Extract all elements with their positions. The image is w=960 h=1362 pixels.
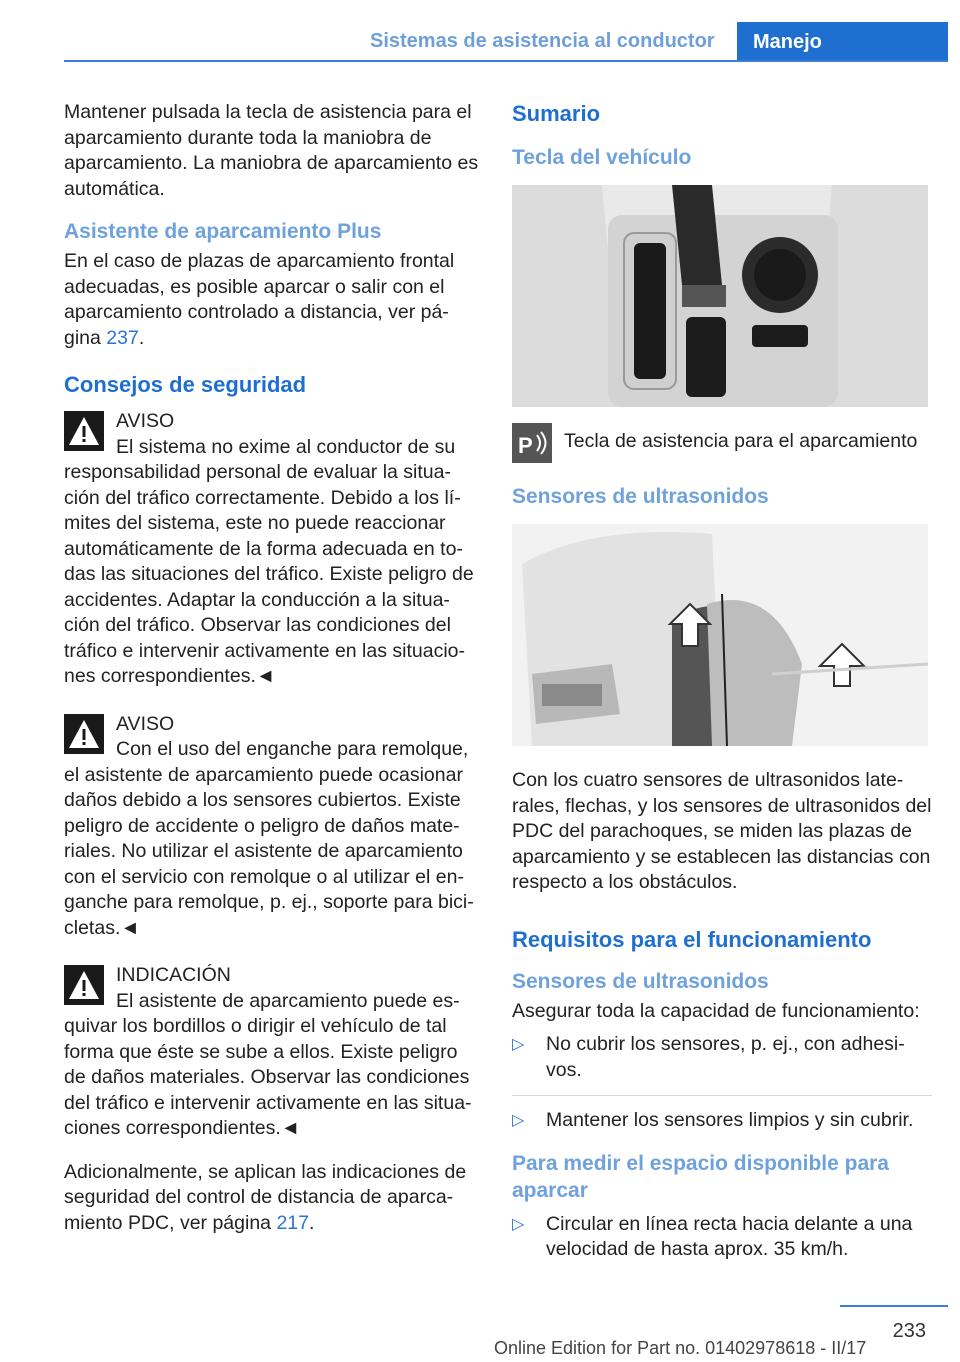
heading-vehicle-key: Tecla del vehículo — [512, 146, 692, 169]
intro-paragraph: Mantener pulsada la tecla de asistencia para el aparcamiento durante toda la maniobra de aparcamiento. La maniobra de aparcamiento es automática. — [64, 101, 479, 200]
list-item: ▷ No cubrir los sensores, p. ej., con adhesi-vos. — [512, 1032, 932, 1083]
heading-parking-plus: Asistente de aparcamiento Plus — [64, 220, 382, 243]
heading-requirements: Requisitos para el funcionamiento — [512, 926, 872, 952]
page-number: 233 — [892, 1320, 926, 1342]
header-tab: Manejo — [737, 22, 948, 62]
heading-measure-space: Para medir el espacio disponible para aparcar — [512, 1151, 889, 1202]
warning-triangle-icon — [64, 714, 104, 754]
car-sensors-image — [512, 524, 928, 746]
divider — [512, 1095, 932, 1096]
caption-text: Tecla de asistencia para el aparcamiento — [564, 430, 918, 452]
warning-3-text: El asistente de aparcamiento puede es-quivar los bordillos o dirigir el vehículo de tal forma que éste se sube a ellos. Existe peligro de daños materiales. Observar las condiciones del tráfico e intervenir activamente en las situa-ciones correspondientes.◄ — [64, 989, 472, 1139]
warning-2 — [64, 712, 482, 942]
warning-3-title: INDICACIÓN — [116, 964, 231, 986]
warning-triangle-icon — [64, 965, 104, 1005]
footer-edition: Online Edition for Part no. 01402978618 - II/17 — [494, 1338, 867, 1358]
bullet-arrow-icon: ▷ — [512, 1112, 525, 1129]
sensors-paragraph: Con los cuatro sensores de ultrasonidos late-rales, flechas, y los sensores de ultrasonidos del PDC del parachoques, se miden las plazas de aparcamiento y se establecen las distancias con respecto a los obstáculos. — [512, 769, 932, 893]
warning-3 — [64, 963, 482, 1142]
page-link-237[interactable]: 237 — [106, 326, 139, 349]
left-column — [64, 100, 482, 1250]
parking-assistant-icon — [512, 423, 552, 463]
header-rule — [64, 60, 948, 62]
page-link-217[interactable]: 217 — [276, 1211, 309, 1234]
parking-plus-paragraph: En el caso de plazas de aparcamiento frontal adecuadas, es posible aparcar o salir con el aparcamiento controlado a distancia, ver pá-gina 237. — [64, 250, 455, 349]
bullet-arrow-icon: ▷ — [512, 1215, 525, 1233]
ensure-paragraph: Asegurar toda la capacidad de funcionamiento: — [512, 999, 920, 1022]
vehicle-console-image — [512, 185, 928, 407]
heading-sumario: Sumario — [512, 101, 601, 126]
right-column — [512, 100, 932, 1275]
warning-1-text: El sistema no exime al conductor de su responsabilidad personal de evaluar la situa-ción del tráfico correctamente. Debido a los lí-mites del sistema, este no puede reaccionar automáticamente de la forma adecuada en to-das las situaciones del tráfico. Existe peligro de accidentes. Adaptar la conducción a la situa-ción del tráfico. Observar las condiciones del tráfico e intervenir activamente en las situacio-nes correspondientes.◄ — [64, 435, 474, 687]
svg-text:P: P — [518, 433, 533, 458]
heading-ultrasonic-sensors: Sensores de ultrasonidos — [512, 485, 769, 508]
page-rule — [840, 1305, 948, 1307]
caption-row — [512, 423, 932, 463]
list-item: ▷ Circular en línea recta hacia delante a una velocidad de hasta aprox. 35 km/h. — [512, 1212, 932, 1263]
heading-safety: Consejos de seguridad — [64, 372, 307, 397]
header-section-title: Sistemas de asistencia al conductor — [370, 30, 715, 52]
warning-2-text: Con el uso del enganche para remolque, el asistente de aparcamiento puede ocasionar daños debido a los sensores cubiertos. Existe peligro de accidente o peligro de daños mate-riales. No utilizar el asistente de aparcamiento con el servicio con remolque o al utilizar el en-ganche para remolque, p. ej., soporte para bici-cletas.◄ — [64, 738, 474, 939]
additional-safety-paragraph: Adicionalmente, se aplican las indicaciones de seguridad del control de distancia de aparca-miento PDC, ver página 217. — [64, 1160, 467, 1234]
bullet-arrow-icon: ▷ — [512, 1036, 525, 1053]
warning-1-title: AVISO — [116, 410, 175, 432]
warning-2-title: AVISO — [116, 712, 175, 735]
heading-ultrasonic-sensors-2: Sensores de ultrasonidos — [512, 969, 769, 993]
warning-1 — [64, 409, 482, 690]
list-item: ▷ Mantener los sensores limpios y sin cubrir. — [512, 1108, 932, 1134]
warning-triangle-icon — [64, 411, 104, 451]
